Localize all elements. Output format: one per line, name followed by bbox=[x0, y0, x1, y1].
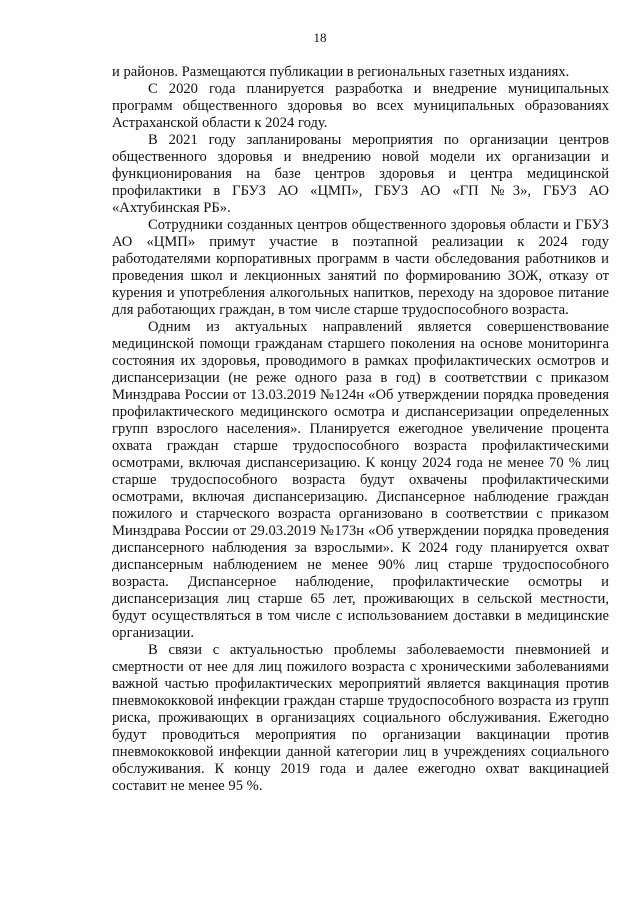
paragraph-health-centers-2021: В 2021 году запланированы мероприятия по организации центров общественного здоровья и внедрению новой модели их организации и функционирования на базе центров здоровья и центра медицинской профилактики в ГБУЗ АО «ЦМП», ГБУЗ АО «ГП №3», ГБУЗ АО «Ахтубинская РБ». bbox=[112, 132, 609, 216]
paragraph-continuation: и районов. Размещаются публикации в региональных газетных изданиях. bbox=[112, 64, 570, 80]
page-number: 18 bbox=[313, 30, 327, 45]
paragraph-municipal-programs: С 2020 года планируется разработка и внедрение муниципальных программ общественного здоровья во всех муниципальных образованиях Астраханской области к 2024 году. bbox=[112, 81, 609, 131]
paragraph-pneumococcal-vaccination: В связи с актуальностью проблемы заболеваемости пневмонией и смертности от нее для лиц пожилого возраста с хроническими заболеваниями важной частью профилактических мероприятий является вакцинация против пневмококковой инфекции граждан старше трудоспособного возраста из групп риска, проживающих в организациях социального обслуживания. Ежегодно будут проводиться мероприятия по организации вакцинации против пневмококковой инфекции данной категории лиц в учреждениях социального обслуживания. К концу 2019 года и далее ежегодно охват вакцинацией составит не менее 95 %. bbox=[112, 642, 609, 794]
document-body bbox=[112, 64, 609, 795]
paragraph-corporate-programs: Сотрудники созданных центров общественного здоровья области и ГБУЗ АО «ЦМП» примут участие в поэтапной реализации к 2024 году работодателями корпоративных программ в части обследования работников и проведения школ и лекционных занятий по формированию ЗОЖ, отказу от курения и употребления алкогольных напитков, переходу на здоровое питание для работающих граждан, в том числе старше трудоспособного возраста. bbox=[112, 217, 609, 318]
paragraph-elderly-medical-care: Одним из актуальных направлений является совершенствование медицинской помощи гражданам старшего поколения на основе мониторинга состояния их здоровья, проводимого в рамках профилактических осмотров и диспансеризации (не реже одного раза в год) в соответствии с приказом Минздрава России от 13.03.2019 №124н «Об утверждении порядка проведения профилактического медицинского осмотра и диспансеризации определенных групп взрослого населения». Планируется ежегодное увеличение процента охвата граждан старше трудоспособного возраста профилактическими осмотрами, включая диспансеризацию. К концу 2024 года не менее 70 % лиц старше трудоспособного возраста будут охвачены профилактическими осмотрами, включая диспансеризацию. Диспансерное наблюдение граждан пожилого и старческого возраста организовано в соответствии с приказом Минздрава России от 29.03.2019 №173н «Об утверждении порядка проведения диспансерного наблюдения за взрослыми». К 2024 году планируется охват диспансерным наблюдением не менее 90% лиц старше трудоспособного возраста. Диспансерное наблюдение, профилактические осмотры и диспансеризация лиц старше 65 лет, проживающих в сельской местности, будут осуществляться в том числе с использованием доставки в медицинские организации. bbox=[112, 319, 609, 641]
